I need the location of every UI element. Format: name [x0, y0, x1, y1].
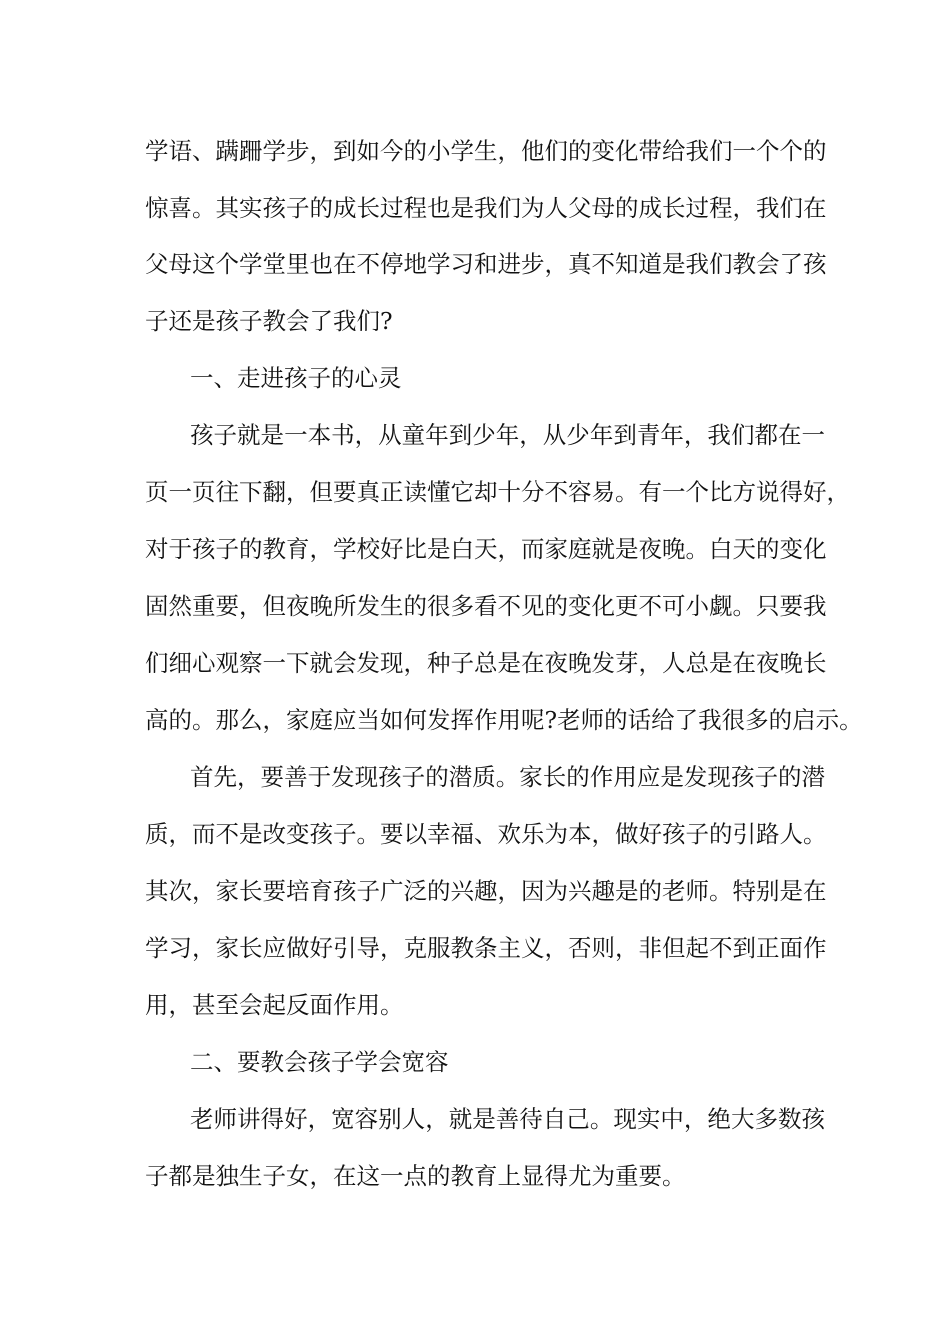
text-line: 老师讲得好，宽容别人，就是善待自己。现实中，绝大多数孩 — [190, 1105, 825, 1133]
text-line: 固然重要，但夜晚所发生的很多看不见的变化更不可小觑。只要我 — [145, 592, 827, 620]
text-line: 孩子就是一本书，从童年到少年，从少年到青年，我们都在一 — [190, 421, 825, 449]
section-heading: 一、走进孩子的心灵 — [190, 364, 402, 392]
text-line: 学语、蹒跚学步，到如今的小学生，他们的变化带给我们一个个的 — [145, 137, 827, 165]
text-line: 其次，家长要培育孩子广泛的兴趣，因为兴趣是的老师。特别是在 — [145, 877, 827, 905]
text-line: 惊喜。其实孩子的成长过程也是我们为人父母的成长过程，我们在 — [145, 194, 827, 222]
text-line: 对于孩子的教育，学校好比是白天，而家庭就是夜晚。白天的变化 — [145, 535, 827, 563]
text-line: 学习，家长应做好引导，克服教条主义，否则，非但起不到正面作 — [145, 934, 827, 962]
text-line: 们细心观察一下就会发现，种子总是在夜晚发芽，人总是在夜晚长 — [145, 649, 827, 677]
text-line: 高的。那么，家庭应当如何发挥作用呢?老师的话给了我很多的启示。 — [145, 706, 863, 734]
text-line: 子还是孩子教会了我们? — [145, 307, 393, 335]
text-line: 父母这个学堂里也在不停地学习和进步，真不知道是我们教会了孩 — [145, 250, 827, 278]
text-line: 首先，要善于发现孩子的潜质。家长的作用应是发现孩子的潜 — [190, 763, 825, 791]
section-heading: 二、要教会孩子学会宽容 — [190, 1048, 449, 1076]
text-line: 子都是独生子女，在这一点的教育上显得尤为重要。 — [145, 1162, 686, 1190]
text-line: 页一页往下翻，但要真正读懂它却十分不容易。有一个比方说得好， — [145, 478, 850, 506]
text-line: 用，甚至会起反面作用。 — [145, 991, 404, 1019]
text-line: 质，而不是改变孩子。要以幸福、欢乐为本，做好孩子的引路人。 — [145, 820, 827, 848]
